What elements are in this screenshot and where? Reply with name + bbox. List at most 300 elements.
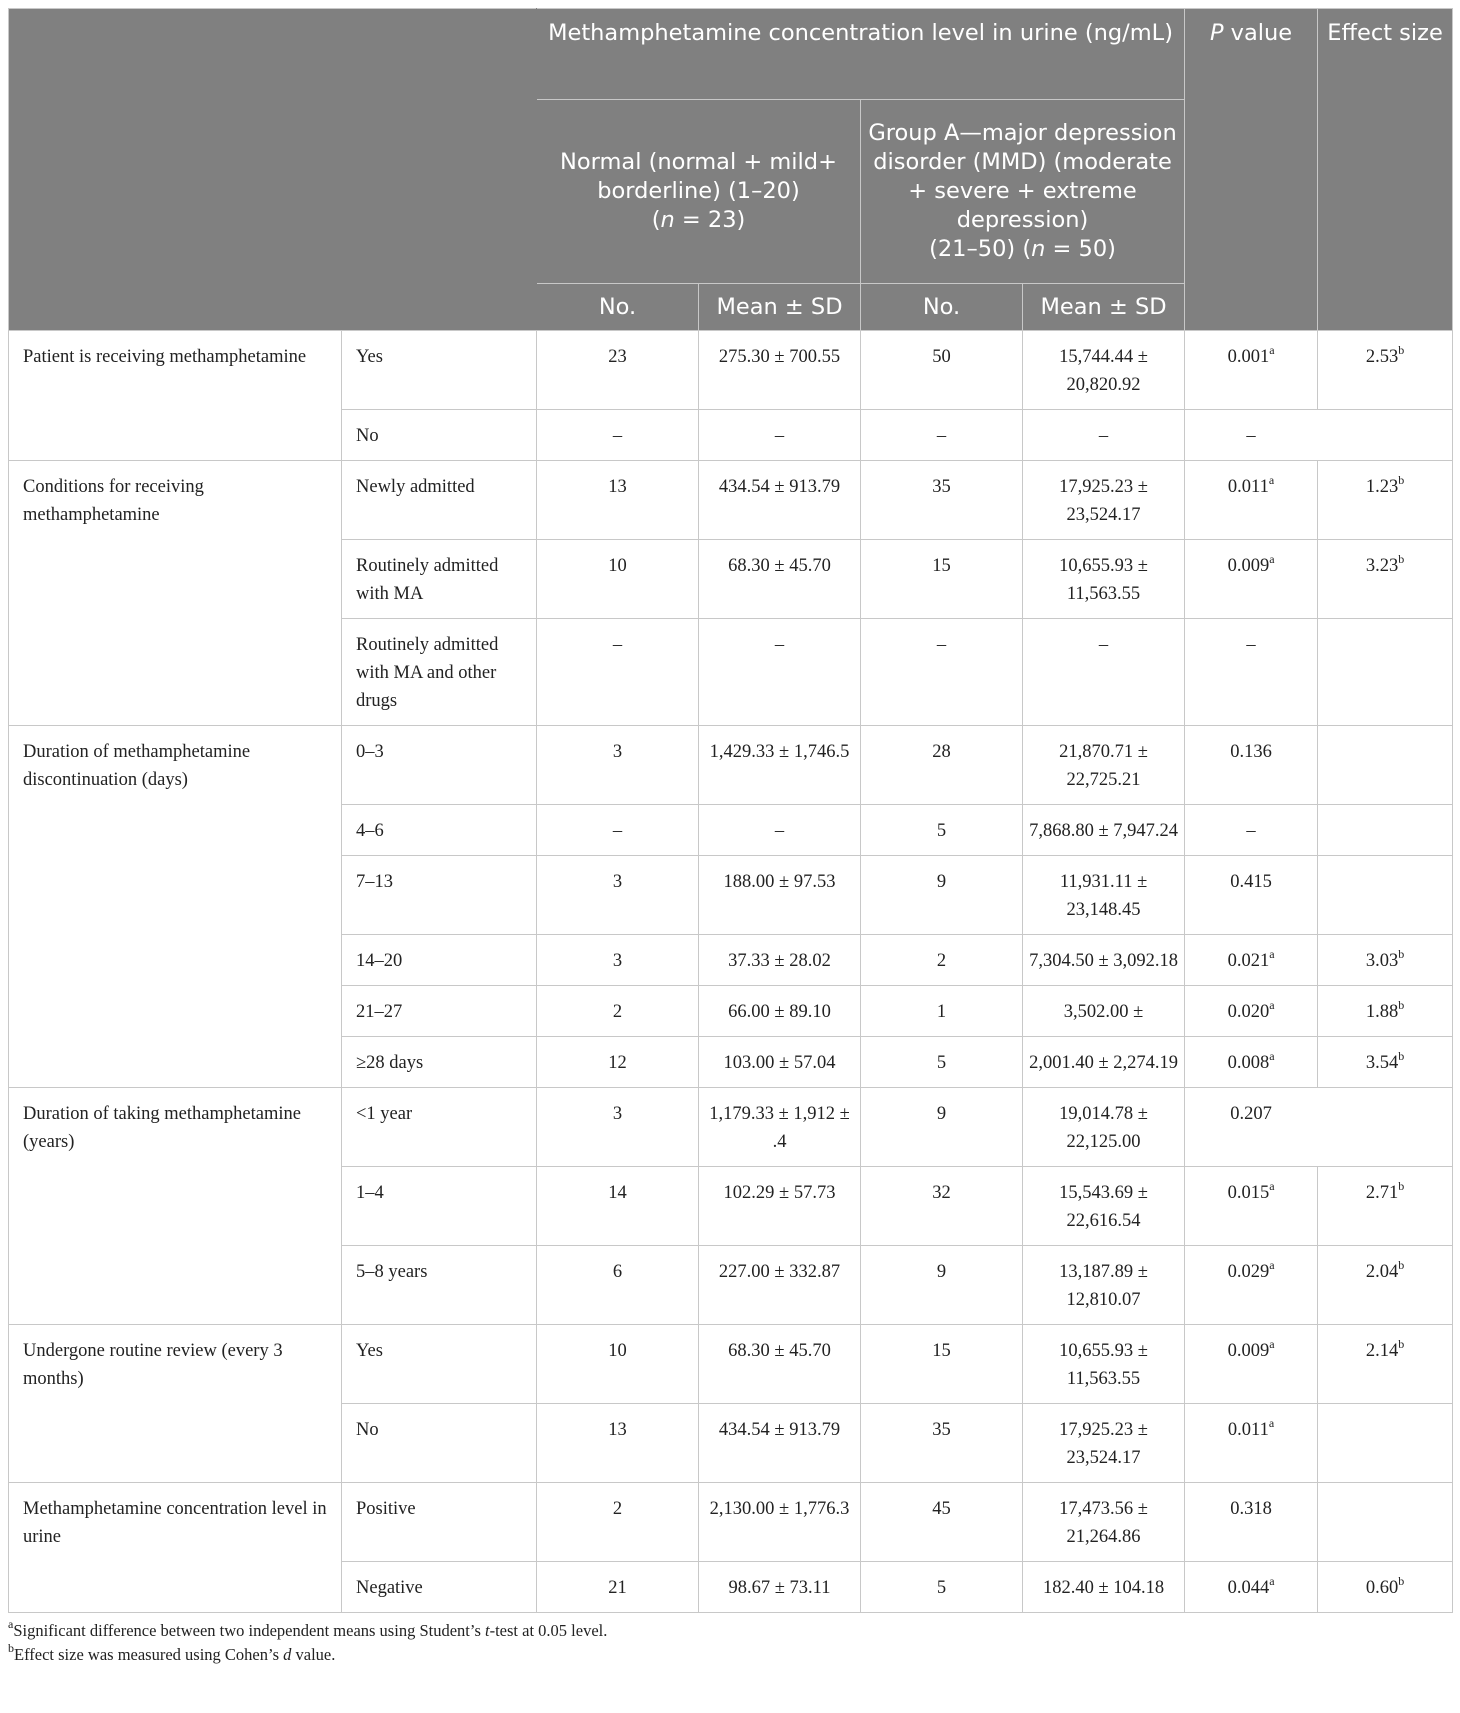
effect-size [1318,1483,1453,1562]
row-label-text: No [356,426,379,446]
group-label [9,1325,342,1483]
p-value-text: 0.008 [1227,1053,1270,1073]
mmd-no [861,1037,1023,1088]
mmd-no-text: – [936,635,947,655]
header-p-italic: P [1209,20,1224,46]
normal-mean-sd [699,935,861,986]
normal-mean-sd-text: 2,130.00 ± 1,776.3 [709,1499,850,1519]
group-label-text: Patient is receiving methamphetamine [23,347,307,367]
normal-mean-sd-text: 66.00 ± 89.10 [728,1002,831,1022]
normal-no [537,1483,699,1562]
effect-size [1318,1325,1453,1404]
effect-size [1318,1037,1453,1088]
row-label-text: Negative [356,1578,423,1598]
normal-mean-sd [699,1246,861,1325]
footnote-marker: a [1268,1416,1275,1430]
p-value-text: – [1246,821,1256,841]
mmd-mean-sd-text: 21,870.71 ± 22,725.21 [1059,742,1148,790]
p-value-text: 0.015 [1227,1183,1270,1203]
mmd-mean-sd-text: 17,925.23 ± 23,524.17 [1059,1420,1148,1468]
mmd-mean-sd [1023,410,1185,461]
normal-no [537,1562,699,1613]
footnote-marker: a [1269,1574,1275,1588]
row-label-text: Yes [356,347,383,367]
normal-no [537,1404,699,1483]
mmd-mean-sd-text: – [1098,426,1109,446]
normal-no-text: 12 [608,1053,627,1073]
mmd-no [861,1246,1023,1325]
table-body [9,331,1453,1613]
normal-group-open: ( [651,207,661,233]
table-row [9,726,1453,805]
table-header [9,9,1453,331]
header-p-value [1185,9,1318,331]
normal-no-text: 6 [612,1262,623,1282]
p-value [1185,1404,1318,1483]
normal-mean-sd-text: 434.54 ± 913.79 [718,1420,841,1440]
normal-mean-sd [699,461,861,540]
effect-size-text: 1.23 [1365,477,1399,497]
footnote-a-text-end: -test at 0.05 level. [489,1621,608,1640]
group-label [9,331,342,461]
header-effect-size: Effect size [1318,9,1453,331]
normal-mean-sd-text: 103.00 ± 57.04 [723,1053,836,1073]
mmd-mean-sd-text: 10,655.93 ± 11,563.55 [1059,1341,1148,1389]
effect-size-text: 3.23 [1365,556,1399,576]
p-value-text: 0.009 [1227,1341,1270,1361]
normal-mean-sd [699,805,861,856]
footnote-marker: b [1398,552,1405,566]
mmd-mean-sd [1023,1167,1185,1246]
p-value-text: 0.136 [1230,742,1272,762]
p-value [1185,1483,1318,1562]
normal-mean-sd-text: – [774,821,785,841]
footnote-b-mark: b [8,1641,14,1655]
mmd-no [861,856,1023,935]
mmd-mean-sd-text: 11,931.11 ± 23,148.45 [1059,872,1148,920]
normal-no [537,410,699,461]
row-label [342,619,537,726]
effect-size [1318,619,1453,726]
effect-size [1318,331,1453,410]
normal-no-text: – [612,821,623,841]
row-label [342,331,537,410]
p-value-text: 0.011 [1227,1420,1269,1440]
p-value [1185,619,1318,726]
mmd-no-text: 50 [932,347,951,367]
normal-group-text: Normal (normal + mild+ borderline) (1–20) [560,149,837,204]
footnote-marker: a [1269,1258,1275,1272]
header-no-2: No. [861,284,1023,331]
footnote-marker: a [1269,947,1275,961]
mmd-no-text: 35 [932,1420,951,1440]
mmd-no [861,986,1023,1037]
row-label [342,805,537,856]
p-value [1185,856,1318,935]
footnote-marker: b [1398,1258,1405,1272]
mmd-no [861,1404,1023,1483]
normal-mean-sd [699,1483,861,1562]
effect-size [1318,1562,1453,1613]
row-label-text: 1–4 [356,1183,384,1203]
footnote-b-text-end: value. [291,1645,336,1664]
mmd-mean-sd-text: 7,868.80 ± 7,947.24 [1029,821,1178,841]
effect-size-text: 3.54 [1365,1053,1399,1073]
row-label [342,1088,537,1167]
group-label [9,1483,342,1613]
effect-size-text: 2.14 [1365,1341,1399,1361]
row-label-text: 4–6 [356,821,384,841]
normal-mean-sd-text: 1,429.33 ± 1,746.5 [709,742,850,762]
footnote-a-text: Significant difference between two independent means using Student’s [13,1621,485,1640]
row-label-text: 14–20 [356,951,403,971]
normal-no [537,1325,699,1404]
mmd-mean-sd-text: 2,001.40 ± 2,274.19 [1029,1053,1178,1073]
row-label-text: Routinely admitted with MA [356,556,499,604]
normal-no-text: 2 [612,1002,623,1022]
footnote-marker: a [1269,552,1275,566]
effect-size [1318,1404,1453,1483]
row-label-text: ≥28 days [356,1053,424,1073]
p-value [1185,1246,1318,1325]
mmd-no [861,331,1023,410]
mmd-no-text: 9 [936,1262,947,1282]
mmd-no-text: 28 [932,742,951,762]
normal-mean-sd-text: 68.30 ± 45.70 [728,1341,831,1361]
effect-size [1318,726,1453,805]
p-value [1185,805,1318,856]
mmd-mean-sd [1023,1037,1185,1088]
footnote-marker: a [1269,1179,1275,1193]
row-label [342,1483,537,1562]
p-value [1185,1037,1318,1088]
mmd-group-n-value: = 50) [1045,236,1116,262]
mmd-no [861,1088,1023,1167]
mmd-mean-sd-text: 7,304.50 ± 3,092.18 [1029,951,1178,971]
effect-size-text: 0.60 [1365,1578,1399,1598]
row-label [342,1325,537,1404]
footnote-b-italic: d [283,1645,292,1664]
header-mean-sd-2: Mean ± SD [1023,284,1185,331]
mmd-mean-sd [1023,986,1185,1037]
normal-mean-sd-text: 227.00 ± 332.87 [718,1262,841,1282]
normal-no [537,856,699,935]
footnote-marker: b [1398,473,1405,487]
normal-mean-sd [699,540,861,619]
row-label [342,935,537,986]
footnote-marker: b [1398,947,1405,961]
row-label-text: Yes [356,1341,383,1361]
row-label [342,461,537,540]
normal-mean-sd-text: – [774,426,785,446]
mmd-mean-sd-text: 17,473.56 ± 21,264.86 [1059,1499,1148,1547]
mmd-no [861,1483,1023,1562]
row-label [342,726,537,805]
p-value [1185,1325,1318,1404]
mmd-no-text: 5 [936,1578,947,1598]
p-value-text: – [1246,635,1256,655]
mmd-mean-sd [1023,1562,1185,1613]
mmd-no [861,461,1023,540]
row-label [342,1167,537,1246]
group-label-text: Methamphetamine concentration level in urine [23,1499,327,1547]
normal-no [537,331,699,410]
normal-mean-sd [699,986,861,1037]
normal-mean-sd-text: 98.67 ± 73.11 [728,1578,831,1598]
footnote-a-mark: a [8,1617,14,1631]
mmd-mean-sd [1023,1246,1185,1325]
mmd-mean-sd-text: 3,502.00 ± [1063,1002,1144,1022]
normal-no-text: 3 [612,951,623,971]
mmd-no [861,619,1023,726]
normal-no [537,619,699,726]
header-normal-group [537,100,861,284]
group-label [9,726,342,1088]
normal-no [537,540,699,619]
header-no-1: No. [537,284,699,331]
mmd-mean-sd [1023,540,1185,619]
row-label-text: Positive [356,1499,416,1519]
mmd-mean-sd [1023,1325,1185,1404]
mmd-no-text: 15 [932,556,951,576]
row-label [342,986,537,1037]
normal-no-text: 3 [612,872,623,892]
effect-size [1318,410,1453,461]
mmd-mean-sd [1023,461,1185,540]
normal-no-text: 21 [608,1578,627,1598]
mmd-mean-sd [1023,726,1185,805]
effect-size [1318,856,1453,935]
mmd-no-text: – [936,426,947,446]
p-value-text: 0.415 [1230,872,1272,892]
normal-no [537,1167,699,1246]
effect-size-text: 1.88 [1365,1002,1399,1022]
normal-mean-sd [699,1404,861,1483]
normal-no [537,986,699,1037]
footnote-b-text: Effect size was measured using Cohen’s [14,1645,284,1664]
row-label [342,1246,537,1325]
normal-no-text: 14 [608,1183,627,1203]
footnote-marker: b [1398,1049,1405,1063]
normal-mean-sd [699,1037,861,1088]
mmd-no [861,540,1023,619]
table-container [8,8,1452,1667]
normal-no [537,1246,699,1325]
normal-no [537,805,699,856]
normal-mean-sd [699,410,861,461]
normal-mean-sd [699,1325,861,1404]
p-value [1185,331,1318,410]
effect-size [1318,1246,1453,1325]
normal-mean-sd-text: 434.54 ± 913.79 [718,477,841,497]
p-value-text: 0.207 [1230,1104,1272,1124]
p-value [1185,935,1318,986]
mmd-mean-sd [1023,805,1185,856]
normal-no-text: 23 [608,347,627,367]
mmd-mean-sd-text: 17,925.23 ± 23,524.17 [1059,477,1148,525]
group-label [9,461,342,726]
mmd-mean-sd [1023,331,1185,410]
mmd-no [861,935,1023,986]
row-label [342,1562,537,1613]
normal-mean-sd-text: 1,179.33 ± 1,912 ± .4 [709,1104,850,1152]
p-value-text: 0.001 [1227,347,1270,367]
p-value [1185,540,1318,619]
mmd-mean-sd-text: 15,543.69 ± 22,616.54 [1059,1183,1148,1231]
mmd-mean-sd [1023,935,1185,986]
normal-no-text: 13 [608,1420,627,1440]
mmd-no [861,805,1023,856]
p-value [1185,1562,1318,1613]
normal-no-text: – [612,426,623,446]
row-label-text: Newly admitted [356,477,475,497]
normal-no-text: 3 [612,1104,623,1124]
normal-no-text: 10 [608,1341,627,1361]
effect-size [1318,1088,1453,1167]
data-table [8,8,1453,1613]
normal-mean-sd [699,1562,861,1613]
mmd-mean-sd [1023,1483,1185,1562]
p-value [1185,410,1318,461]
footnote-marker: a [1269,998,1275,1012]
header-blank [9,9,537,331]
row-label-text: 21–27 [356,1002,403,1022]
footnote-marker: b [1398,1574,1405,1588]
effect-size [1318,540,1453,619]
p-value-text: 0.009 [1227,556,1270,576]
footnote-marker: a [1269,343,1275,357]
mmd-no-text: 35 [932,477,951,497]
mmd-mean-sd [1023,1404,1185,1483]
row-label-text: 5–8 years [356,1262,428,1282]
mmd-no [861,410,1023,461]
mmd-mean-sd-text: 19,014.78 ± 22,125.00 [1059,1104,1148,1152]
footnote-marker: b [1398,1179,1405,1193]
header-mean-sd-1: Mean ± SD [699,284,861,331]
p-value-text: 0.020 [1227,1002,1270,1022]
mmd-mean-sd [1023,856,1185,935]
row-label [342,410,537,461]
normal-mean-sd [699,1088,861,1167]
normal-mean-sd [699,726,861,805]
mmd-no-text: 5 [936,1053,947,1073]
mmd-group-n: n [1031,236,1046,262]
normal-no-text: 13 [608,477,627,497]
normal-mean-sd-text: 68.30 ± 45.70 [728,556,831,576]
p-value [1185,461,1318,540]
normal-no [537,1037,699,1088]
effect-size-text: 2.53 [1365,347,1399,367]
p-value [1185,986,1318,1037]
mmd-mean-sd [1023,619,1185,726]
mmd-group-range: (21–50) ( [929,236,1032,262]
effect-size [1318,935,1453,986]
normal-no-text: 2 [612,1499,623,1519]
row-label-text: 7–13 [356,872,393,892]
p-value [1185,1088,1318,1167]
normal-mean-sd [699,1167,861,1246]
footnotes [8,1619,1452,1667]
mmd-mean-sd-text: 15,744.44 ± 20,820.92 [1059,347,1148,395]
mmd-no [861,1562,1023,1613]
row-label [342,856,537,935]
mmd-no-text: 32 [932,1183,951,1203]
group-label-text: Duration of taking methamphetamine (years) [23,1104,301,1152]
effect-size [1318,1167,1453,1246]
header-p-rest: value [1223,20,1293,46]
mmd-mean-sd [1023,1088,1185,1167]
row-label [342,1404,537,1483]
table-row [9,1483,1453,1562]
footnote-marker: b [1398,1337,1405,1351]
normal-mean-sd-text: 275.30 ± 700.55 [718,347,841,367]
p-value-text: 0.044 [1227,1578,1270,1598]
footnote-marker: a [1269,1049,1275,1063]
row-label-text: Routinely admitted with MA and other drugs [356,635,499,711]
effect-size [1318,461,1453,540]
mmd-no-text: 1 [936,1002,947,1022]
normal-mean-sd [699,619,861,726]
header-mmd-group [861,100,1185,284]
header-group-title: Methamphetamine concentration level in urine (ng/mL) [537,9,1185,100]
table-row [9,1325,1453,1404]
normal-no-text: 10 [608,556,627,576]
mmd-mean-sd-text: 10,655.93 ± 11,563.55 [1059,556,1148,604]
footnote-a [8,1619,1452,1643]
row-label-text: No [356,1420,379,1440]
group-label-text: Undergone routine review (every 3 months) [23,1341,283,1389]
normal-mean-sd-text: 188.00 ± 97.53 [723,872,836,892]
table-row [9,1088,1453,1167]
row-label [342,1037,537,1088]
normal-no [537,461,699,540]
normal-no-text: 3 [612,742,623,762]
table-row [9,461,1453,540]
normal-group-n: n [660,207,675,233]
normal-mean-sd [699,331,861,410]
normal-mean-sd-text: 102.29 ± 57.73 [723,1183,836,1203]
normal-group-n-value: = 23) [674,207,746,233]
group-label-text: Duration of methamphetamine discontinuation (days) [23,742,251,790]
table-row [9,331,1453,410]
normal-mean-sd [699,856,861,935]
footnote-marker: b [1398,343,1405,357]
normal-no [537,935,699,986]
effect-size [1318,805,1453,856]
normal-no [537,726,699,805]
row-label-text: 0–3 [356,742,384,762]
footnote-a-italic: t [485,1621,490,1640]
footnote-marker: a [1269,1337,1275,1351]
footnote-b [8,1643,1452,1667]
p-value-text: 0.029 [1227,1262,1270,1282]
mmd-no-text: 9 [936,1104,947,1124]
group-label [9,1088,342,1325]
normal-mean-sd-text: – [774,635,785,655]
mmd-no [861,726,1023,805]
mmd-mean-sd-text: – [1098,635,1109,655]
effect-size [1318,986,1453,1037]
mmd-no-text: 2 [936,951,947,971]
p-value-text: 0.011 [1227,477,1269,497]
effect-size-text: 2.71 [1365,1183,1399,1203]
row-label-text: <1 year [356,1104,413,1124]
p-value [1185,726,1318,805]
mmd-no [861,1167,1023,1246]
p-value [1185,1167,1318,1246]
mmd-no-text: 9 [936,872,947,892]
mmd-no [861,1325,1023,1404]
